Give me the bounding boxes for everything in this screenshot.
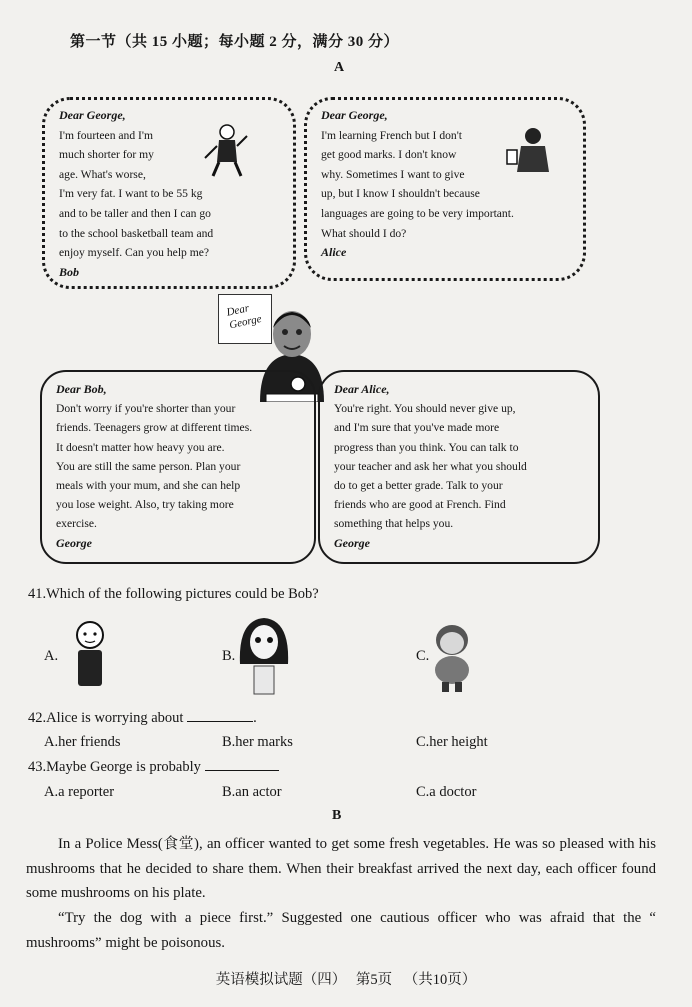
letter-line: to the school basketball team and (59, 226, 214, 240)
option-42-c: C.her height (416, 734, 488, 750)
reply-line: meals with your mum, and she can help (56, 479, 241, 493)
option-43-b: B.an actor (222, 784, 282, 800)
cartoon-boy-icon (201, 122, 249, 180)
letter-salutation: Dear George, (59, 108, 126, 122)
boy-short-icon (70, 618, 110, 690)
boy-chubby-icon (430, 622, 474, 694)
letter-signature: Bob (59, 264, 80, 279)
reply-line: your teacher and ask her what you should (334, 459, 527, 473)
answer-blank (187, 721, 253, 722)
letter-line: get good marks. I don't know (321, 148, 457, 162)
question-43-stem: 43.Maybe George is probably (28, 759, 201, 775)
girl-long-hair-icon (236, 614, 292, 696)
letter-line: much shorter for my (59, 148, 154, 162)
reply-line: You're right. You should never give up, (334, 402, 516, 416)
option-41-a: A. (44, 648, 59, 664)
reply-line: do to get a better grade. Talk to your (334, 479, 503, 493)
reply-line: progress than you think. You can talk to (334, 440, 519, 454)
option-42-b: B.her marks (222, 734, 293, 750)
reply-line: friends who are good at French. Find (334, 498, 506, 512)
reply-line: you lose weight. Also, try taking more (56, 498, 234, 512)
option-43-c: C.a doctor (416, 784, 477, 800)
reply-line: friends. Teenagers grow at different times. (56, 421, 253, 435)
passage-paragraph-1: In a Police Mess(食堂), an officer wanted to get some fresh vegetables. He was so pleased with his mushrooms that he decided to share them. When their breakfast arrived the next day, each officer found some mushrooms on his plate. (26, 836, 656, 901)
reply-salutation: Dear Bob, (56, 382, 107, 396)
part-b-label: B (332, 808, 342, 823)
letter-line: I'm very fat. I want to be 55 kg (59, 187, 203, 201)
letter-line: up, but I know I shouldn't because (321, 187, 480, 201)
reply-alice (318, 370, 600, 564)
reply-signature: George (56, 535, 92, 550)
question-41: 41.Which of the following pictures could be Bob? (28, 586, 319, 602)
reply-line: It doesn't matter how heavy you are. (56, 440, 225, 454)
footer-exam-title: 英语模拟试题（四） (215, 972, 347, 988)
question-42 (28, 710, 257, 727)
letter-signature: Alice (321, 245, 347, 260)
reply-signature: George (334, 535, 370, 550)
option-41-b: B. (222, 648, 236, 664)
option-41-c: C. (416, 648, 430, 664)
letter-alice (304, 97, 586, 281)
letter-bob (42, 97, 296, 289)
letter-line: and to be taller and then I can go (59, 206, 211, 220)
answer-blank (205, 770, 279, 771)
letter-line: What should I do? (321, 226, 407, 240)
reply-line: something that helps you. (334, 517, 454, 531)
reply-line: exercise. (56, 517, 97, 531)
reply-line: You are still the same person. Plan your (56, 459, 241, 473)
footer-total: （共10页） (403, 972, 477, 988)
passage-paragraph-2: “Try the dog with a piece first.” Suggested one cautious officer who was afraid that the “ mushrooms” might be poisonous. (26, 910, 656, 951)
reply-bob (40, 370, 316, 564)
letter-salutation: Dear George, (321, 108, 388, 122)
letter-line: languages are going to be very important. (321, 206, 514, 220)
reply-line: Don't worry if you're shorter than your (56, 402, 236, 416)
letter-line: I'm fourteen and I'm (59, 128, 153, 142)
letter-line: enjoy myself. Can you help me? (59, 246, 210, 260)
question-42-tail: . (253, 710, 257, 726)
part-a-label: A (334, 60, 345, 75)
option-43-a: A.a reporter (44, 784, 115, 800)
letter-line: I'm learning French but I don't (321, 128, 463, 142)
cartoon-girl-icon (503, 124, 557, 180)
page-footer (0, 968, 692, 989)
letter-line: age. What's worse, (59, 167, 146, 181)
section-title: 第一节（共 15 小题；每小题 2 分，满分 30 分） (70, 34, 400, 50)
reply-line: and I'm sure that you've made more (334, 421, 500, 435)
option-42-a: A.her friends (44, 734, 121, 750)
reply-salutation: Dear Alice, (334, 382, 390, 396)
sign-text: Dear George (225, 302, 263, 332)
footer-page: 第5页 (355, 972, 393, 988)
question-43 (28, 759, 279, 776)
question-42-stem: 42.Alice is worrying about (28, 710, 184, 726)
letter-line: why. Sometimes I want to give (321, 167, 465, 181)
